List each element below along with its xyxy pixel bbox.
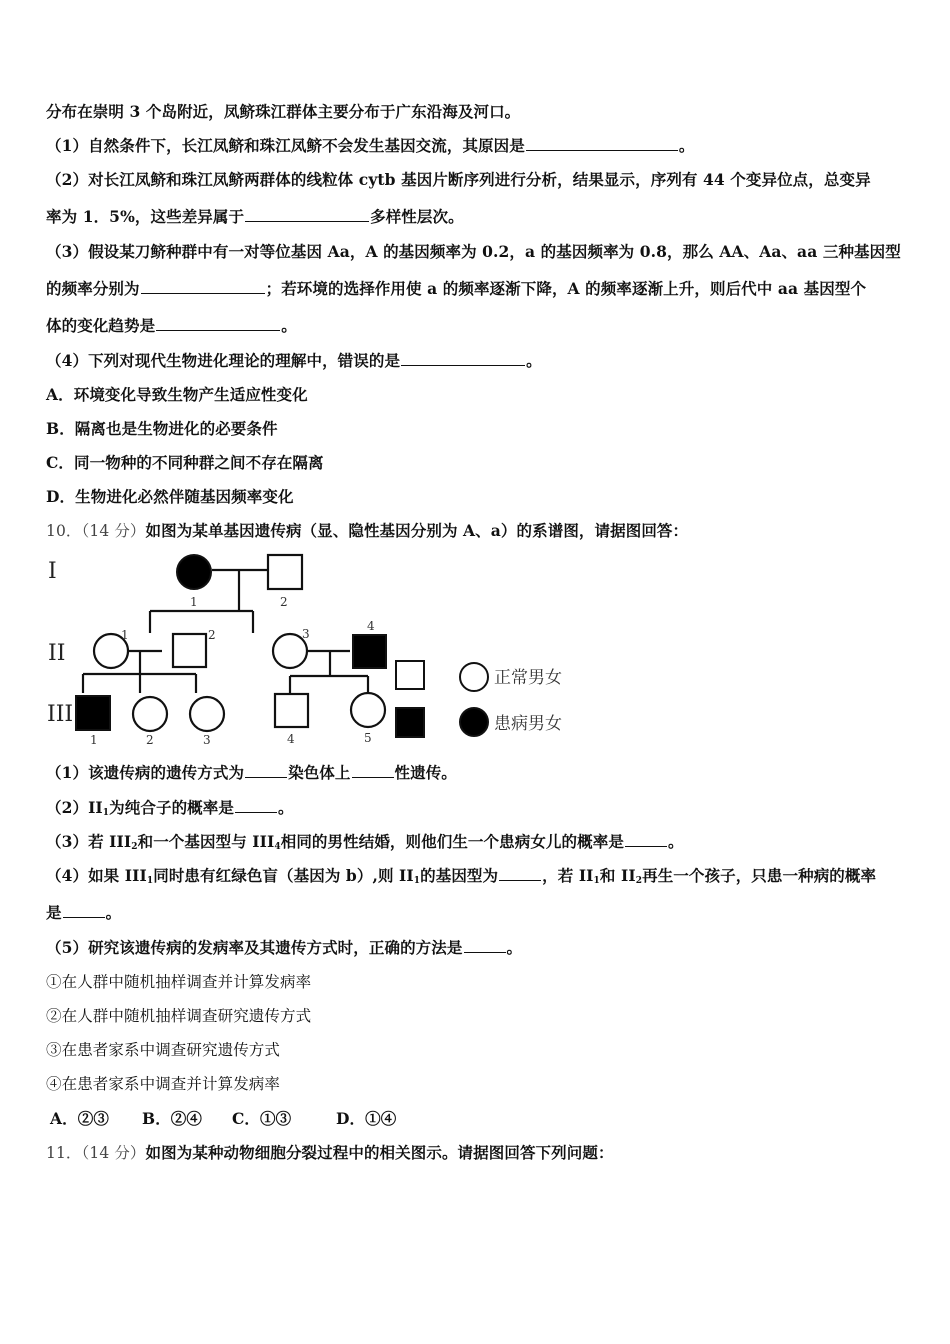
- q9-sub3-line3: 体的变化趋势是 。: [46, 316, 297, 335]
- generation-label-III: III: [47, 702, 74, 727]
- q11-stem: 11．（14 分）如图为某种动物细胞分裂过程中的相关图示。请据图回答下列问题：: [46, 1143, 614, 1162]
- svg-text:2: 2: [280, 595, 288, 609]
- individual-III-4: [275, 694, 308, 727]
- q10-sub5: （5）研究该遗传病的发病率及其遗传方式时，正确的方法是 。: [46, 938, 523, 957]
- answer-blank[interactable]: [401, 351, 525, 366]
- svg-text:3: 3: [203, 733, 211, 747]
- svg-text:2: 2: [146, 733, 154, 747]
- q9-option-a: A．环境变化导致生物产生适应性变化: [46, 385, 308, 404]
- legend-affected-male-icon: [396, 708, 424, 737]
- question-number: 10．: [46, 522, 82, 540]
- method-2: ②在人群中随机抽样调查研究遗传方式: [46, 1007, 312, 1025]
- individual-II-2: [173, 634, 206, 667]
- legend-normal-label: 正常男女: [494, 668, 562, 688]
- legend-affected-label: 患病男女: [494, 714, 562, 734]
- question-score: （14 分）: [81, 1144, 146, 1162]
- svg-text:4: 4: [367, 619, 375, 633]
- q9-option-b: B．隔离也是生物进化的必要条件: [46, 419, 278, 438]
- q10-choices: [50, 1109, 396, 1129]
- svg-text:1: 1: [190, 595, 198, 609]
- generation-label-I: I: [48, 559, 57, 584]
- legend-normal-female-icon: [460, 663, 488, 691]
- answer-blank[interactable]: [352, 763, 394, 778]
- individual-III-2: [133, 697, 167, 731]
- pedigree-chart: [44, 548, 584, 748]
- svg-text:5: 5: [364, 731, 372, 745]
- q9-option-d: D．生物进化必然伴随基因频率变化: [46, 487, 294, 506]
- q10-sub2: $(2)II_1$为纯合子的概率是 。: [46, 798, 294, 818]
- individual-III-3: [190, 697, 224, 731]
- method-1: ①在人群中随机抽样调查并计算发病率: [46, 973, 312, 991]
- svg-text:2: 2: [208, 628, 216, 642]
- svg-text:3: 3: [302, 627, 310, 641]
- q9-sub3-line2: 的频率分别为 ；若环境的选择作用使 a 的频率逐渐下降，A 的频率逐渐上升，则后代中 aa 基因型个: [46, 279, 867, 298]
- answer-blank[interactable]: [245, 207, 369, 222]
- svg-text:4: 4: [287, 732, 295, 746]
- q9-sub2-line2: 率为 1．5%，这些差异属于 多样性层次。: [46, 207, 464, 226]
- q10-sub4-line1: （4）如果 $III_1$同时患有红绿色盲（基因为 b）,则 $II_1$的基因型为 ，若 $II_1$和 $II_2$再生一个孩子，只患一种病的概率: [46, 866, 877, 886]
- answer-blank[interactable]: [63, 903, 105, 918]
- answer-blank[interactable]: [141, 279, 265, 294]
- question-number: 11．: [46, 1144, 82, 1162]
- paragraph-intro: 分布在崇明 3 个岛附近，凤鲚珠江群体主要分布于广东沿海及河口。: [46, 102, 521, 121]
- question-score: （14 分）: [81, 522, 146, 540]
- answer-blank[interactable]: [625, 832, 667, 847]
- q10-sub1: （1）该遗传病的遗传方式为 染色体上 性遗传。: [46, 763, 457, 782]
- generation-label-II: II: [48, 641, 66, 666]
- legend-affected-female-icon: [460, 708, 488, 736]
- answer-blank[interactable]: [499, 866, 541, 881]
- choice-b[interactable]: B．②④: [142, 1109, 203, 1128]
- individual-III-1: [76, 696, 110, 730]
- individual-II-4: [353, 635, 386, 668]
- q9-sub1: （1）自然条件下，长江凤鲚和珠江凤鲚不会发生基因交流，其原因是 。: [46, 136, 695, 155]
- svg-text:1: 1: [90, 733, 98, 747]
- q9-sub3-line1: （3）假设某刀鲚种群中有一对等位基因 Aa，A 的基因频率为 0.2，a 的基因频率为 0.8，那么 AA、Aa、aa 三种基因型: [46, 242, 901, 261]
- q9-option-c: C．同一物种的不同种群之间不存在隔离: [46, 453, 324, 472]
- answer-blank[interactable]: [156, 316, 280, 331]
- answer-blank[interactable]: [526, 136, 678, 151]
- choice-c[interactable]: C．①③: [232, 1109, 292, 1128]
- choice-d[interactable]: D．①④: [336, 1109, 397, 1128]
- answer-blank[interactable]: [464, 938, 506, 953]
- q10-sub4-line2: 是 。: [46, 903, 122, 922]
- individual-I-2: [268, 555, 302, 589]
- q9-sub4: （4）下列对现代生物进化理论的理解中，错误的是 。: [46, 351, 542, 370]
- choice-a[interactable]: A．②③: [50, 1109, 109, 1128]
- svg-text:1: 1: [121, 628, 129, 642]
- answer-blank[interactable]: [235, 798, 277, 813]
- q9-sub2-line1: （2）对长江凤鲚和珠江凤鲚两群体的线粒体 cytb 基因片断序列进行分析，结果显示，序列有 44 个变异位点，总变异: [46, 170, 871, 189]
- q10-stem: 10．（14 分）如图为某单基因遗传病（显、隐性基因分别为 A、a）的系谱图，请据图回答：: [46, 521, 689, 540]
- individual-I-1: [177, 555, 211, 589]
- legend-normal-male-icon: [396, 661, 424, 689]
- method-4: ④在患者家系中调查并计算发病率: [46, 1075, 281, 1093]
- individual-III-5: [351, 693, 385, 727]
- q10-sub3: （3）若 $III_2$和一个基因型与 $III_4$相同的男性结婚，则他们生一个患病女儿的概率是 。: [46, 832, 684, 852]
- method-3: ③在患者家系中调查研究遗传方式: [46, 1041, 281, 1059]
- answer-blank[interactable]: [245, 763, 287, 778]
